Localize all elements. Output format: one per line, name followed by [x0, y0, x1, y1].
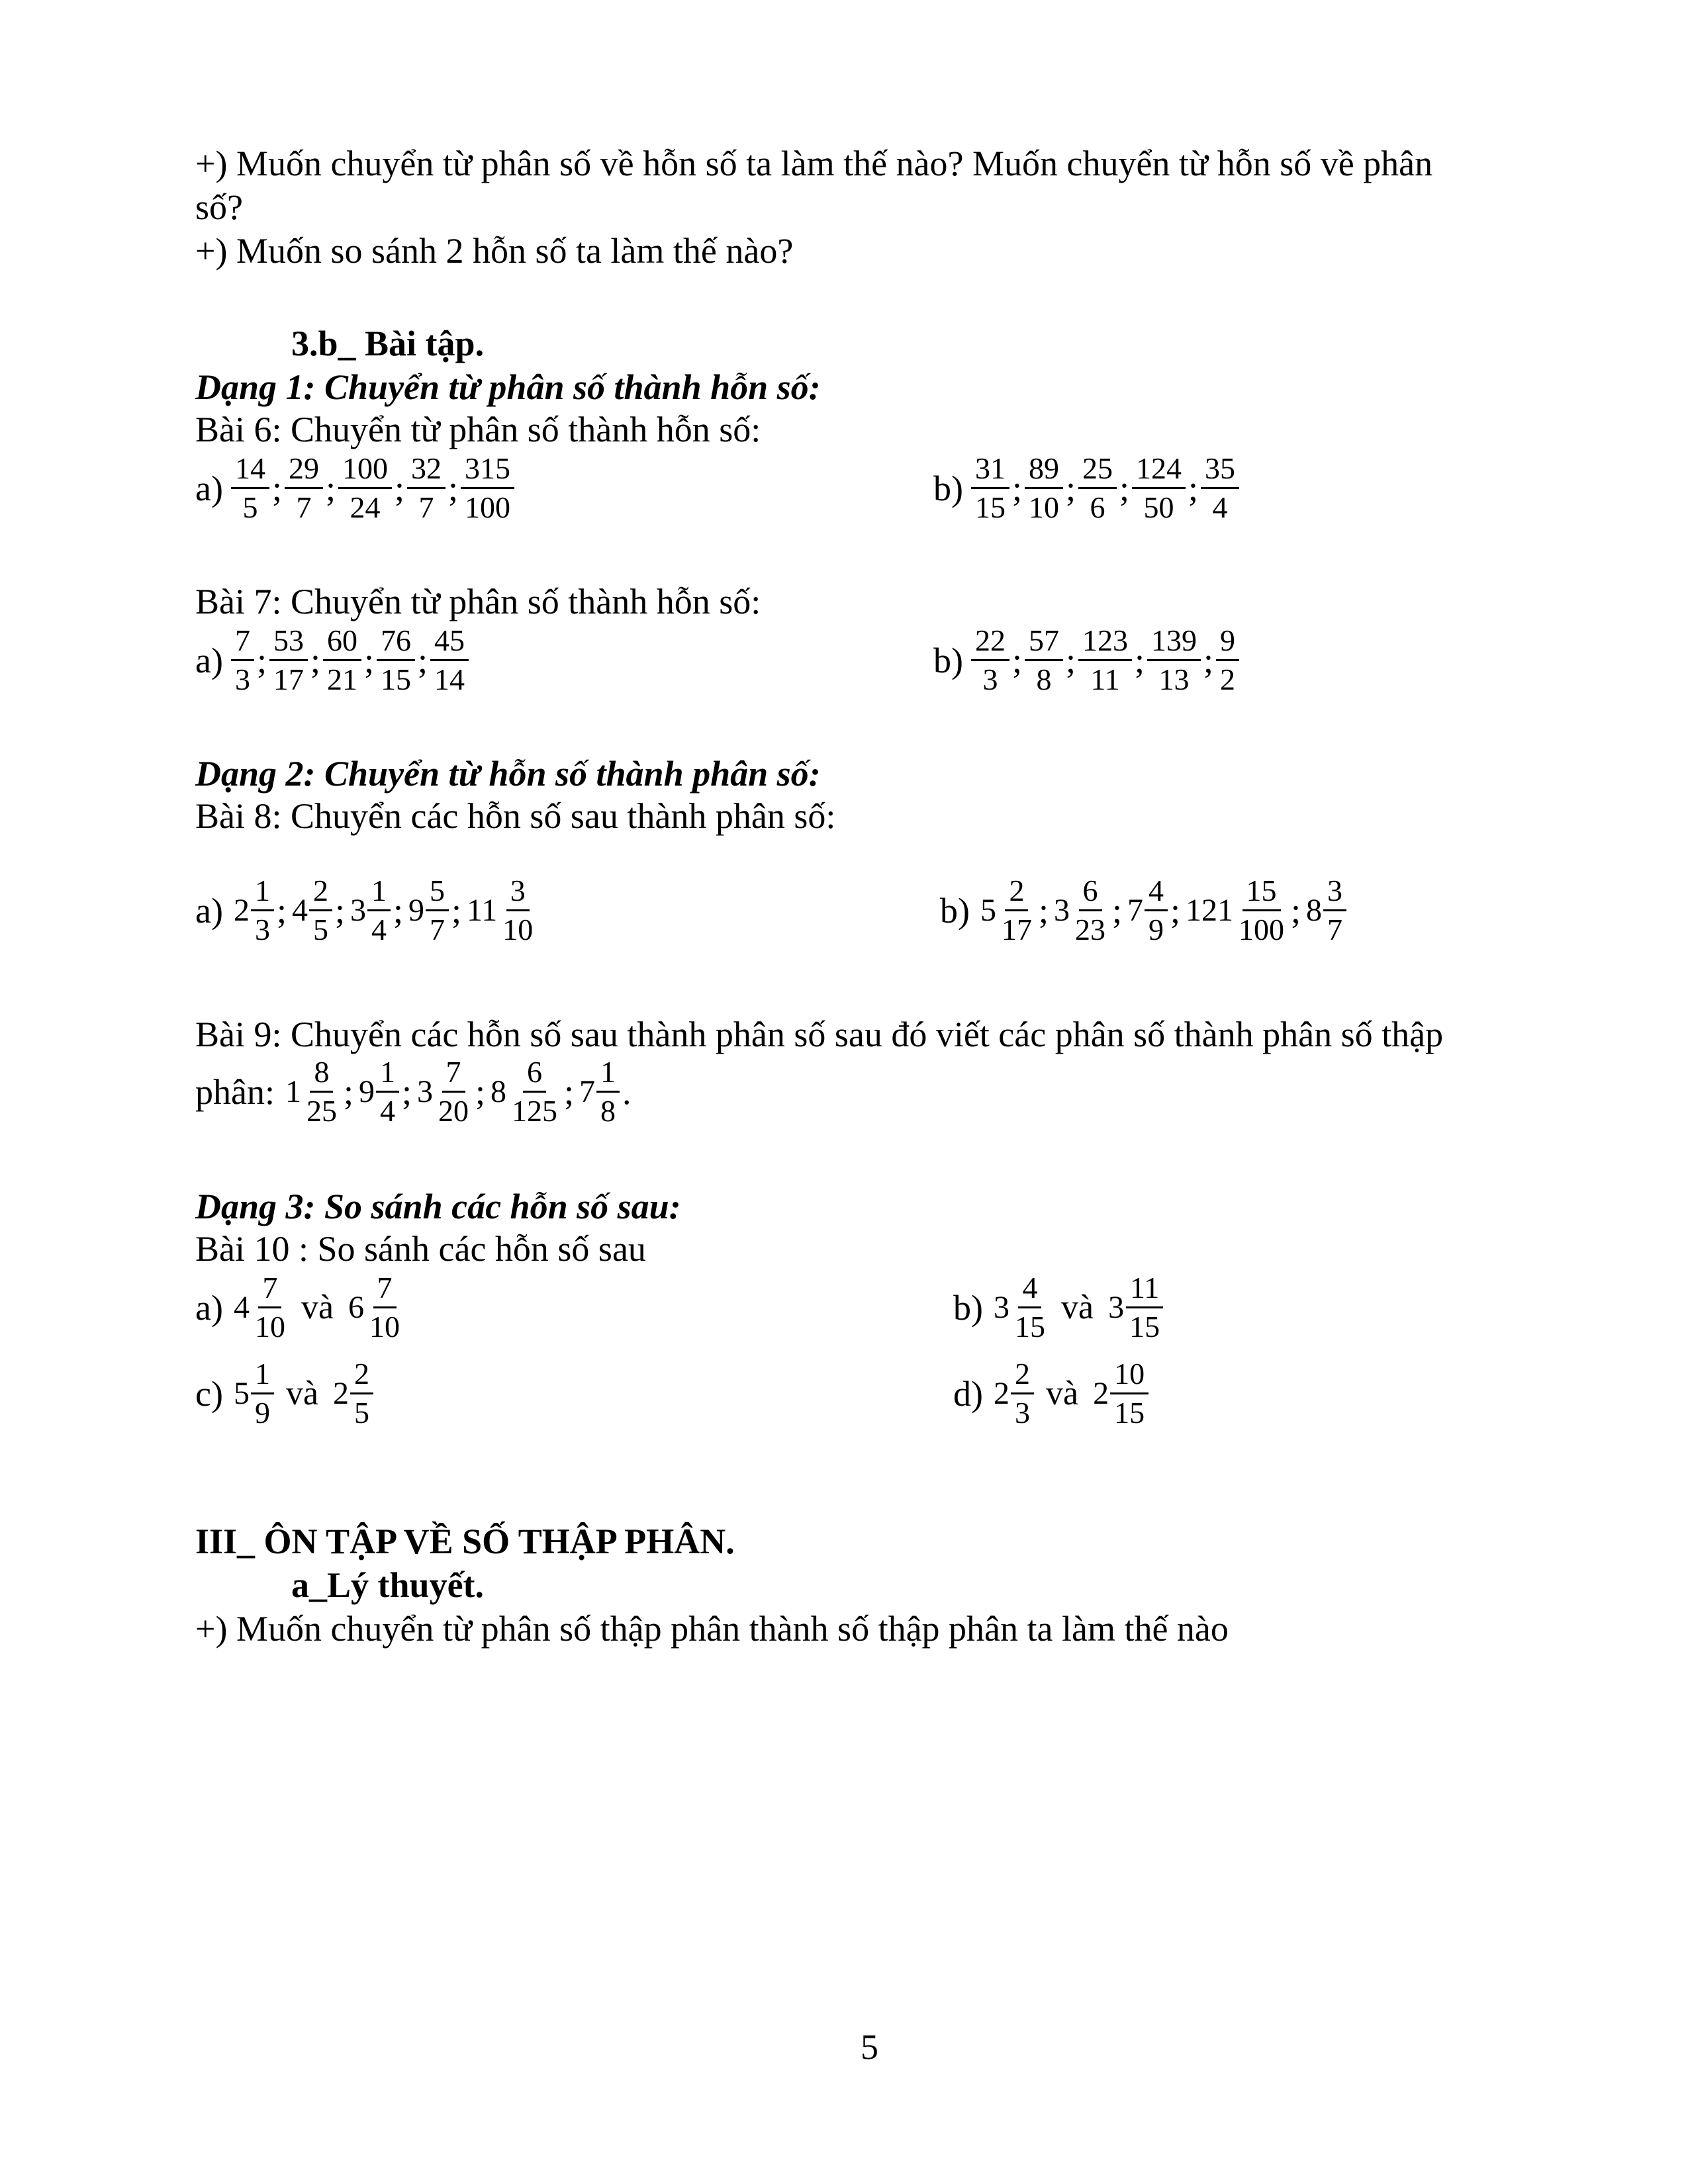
denominator: 10 — [369, 1310, 400, 1343]
denominator: 9 — [254, 1396, 270, 1430]
pair-label: b) — [953, 1287, 983, 1328]
denominator: 50 — [1143, 490, 1174, 524]
whole-part: 5 — [980, 893, 996, 928]
fraction — [1025, 450, 1063, 526]
numerator: 124 — [1132, 450, 1186, 489]
separator: ; — [256, 640, 267, 680]
denominator: 5 — [312, 913, 328, 946]
fraction — [1125, 1269, 1164, 1345]
numerator: 6 — [523, 1054, 546, 1093]
numerator: 89 — [1025, 450, 1063, 489]
whole-part: 1 — [285, 1074, 301, 1109]
bai7-b — [933, 622, 1241, 698]
whole-part: 11 — [467, 893, 498, 928]
mixed-number — [976, 872, 1037, 948]
numerator: 7 — [231, 622, 254, 661]
numerator: 3 — [1323, 872, 1346, 911]
separator: ; — [1119, 468, 1130, 508]
denominator: 7 — [296, 490, 312, 524]
fraction — [365, 1269, 404, 1345]
denominator: 125 — [512, 1094, 558, 1128]
page-number: 5 — [861, 2027, 878, 2067]
mixed-number — [346, 872, 392, 948]
numerator: 15 — [1243, 872, 1281, 911]
denominator: 3 — [234, 662, 250, 696]
denominator: 3 — [982, 662, 998, 696]
separator: ; — [310, 640, 320, 680]
numerator: 139 — [1147, 622, 1201, 661]
mixed-number — [1089, 1355, 1150, 1432]
separator: ; — [1188, 468, 1199, 508]
numerator: 4 — [1018, 1269, 1041, 1308]
numerator: 57 — [1025, 622, 1063, 661]
numerator: 5 — [426, 872, 449, 911]
denominator: 15 — [1129, 1310, 1160, 1343]
denominator: 10 — [254, 1310, 285, 1343]
mixed-number — [230, 1269, 291, 1345]
bai10-prompt: Bài 10 : So sánh các hỗn số sau — [195, 1229, 646, 1269]
mixed-number — [1123, 872, 1169, 948]
fraction — [377, 622, 415, 698]
bai6-a-label: a) — [195, 468, 223, 508]
fraction — [1011, 1355, 1034, 1432]
bai8-b — [940, 872, 1348, 948]
numerator: 1 — [367, 872, 391, 911]
bai8-prompt: Bài 8: Chuyển các hỗn số sau thành phân số: — [195, 796, 836, 836]
fraction — [338, 450, 392, 526]
numerator: 29 — [285, 450, 323, 489]
bai8-a — [195, 872, 538, 948]
denominator: 15 — [974, 490, 1006, 524]
numerator: 8 — [310, 1054, 333, 1093]
separator: ; — [1291, 890, 1301, 931]
fraction — [1110, 1355, 1149, 1432]
whole-part: 4 — [291, 893, 308, 928]
fraction — [251, 1355, 274, 1432]
fraction — [350, 1355, 373, 1432]
numerator: 2 — [1011, 1355, 1034, 1394]
denominator: 21 — [326, 662, 357, 696]
denominator: 3 — [254, 913, 270, 946]
denominator: 15 — [1114, 1396, 1145, 1430]
bai9-mixed-numbers — [281, 1054, 621, 1130]
denominator: 9 — [1149, 913, 1164, 946]
numerator: 315 — [461, 450, 514, 489]
bai6-a — [195, 450, 516, 526]
mixed-number — [413, 1054, 474, 1130]
whole-part: 3 — [1108, 1290, 1125, 1325]
fraction — [1145, 872, 1168, 948]
fraction — [1025, 622, 1063, 698]
fraction — [498, 872, 537, 948]
denominator: 3 — [1014, 1396, 1030, 1430]
numerator: 76 — [377, 622, 415, 661]
whole-part: 7 — [579, 1074, 596, 1109]
bai7-a-fractions — [230, 622, 470, 698]
numerator: 2 — [1005, 872, 1028, 911]
mixed-number — [990, 1355, 1035, 1432]
separator: ; — [363, 640, 374, 680]
separator: ; — [1170, 890, 1181, 931]
mixed-number — [355, 1054, 400, 1130]
numerator: 7 — [258, 1269, 281, 1308]
whole-part: 2 — [1093, 1376, 1109, 1411]
fraction — [376, 1054, 399, 1130]
mixed-number — [329, 1355, 375, 1432]
conjunction: và — [285, 1375, 319, 1412]
numerator: 1 — [251, 1355, 274, 1394]
bai7-a — [195, 622, 470, 698]
mixed-number — [487, 1054, 563, 1130]
separator: ; — [325, 468, 336, 508]
separator: ; — [475, 1071, 486, 1112]
pair-label: a) — [195, 1287, 223, 1328]
denominator: 7 — [430, 913, 445, 946]
whole-part: 3 — [1054, 893, 1070, 928]
whole-part: 2 — [233, 893, 250, 928]
denominator: 100 — [465, 490, 511, 524]
fraction — [1132, 450, 1186, 526]
dang3-title: Dạng 3: So sánh các hỗn số sau: — [195, 1187, 681, 1226]
denominator: 100 — [1239, 913, 1285, 946]
whole-part: 2 — [333, 1376, 350, 1411]
whole-part: 3 — [350, 893, 366, 928]
denominator: 15 — [1014, 1310, 1045, 1343]
bai6-b — [933, 450, 1241, 526]
numerator: 11 — [1126, 1269, 1163, 1308]
section-3b-heading: 3.b_ Bài tập. — [291, 324, 485, 363]
separator: ; — [1066, 468, 1076, 508]
numerator: 7 — [442, 1054, 465, 1093]
whole-part: 5 — [233, 1376, 250, 1411]
fraction — [1235, 872, 1288, 948]
numerator: 2 — [350, 1355, 373, 1394]
separator: ; — [451, 890, 462, 931]
section-iii-question: +) Muốn chuyển từ phân số thập phân thành số thập phân ta làm thế nào — [195, 1609, 1229, 1649]
numerator: 53 — [269, 622, 308, 661]
mixed-number — [288, 872, 334, 948]
fraction — [434, 1054, 473, 1130]
numerator: 123 — [1078, 622, 1132, 661]
mixed-number — [230, 1355, 275, 1432]
denominator: 25 — [306, 1094, 337, 1128]
separator: ; — [448, 468, 459, 508]
fraction — [309, 872, 332, 948]
whole-part: 121 — [1186, 893, 1234, 928]
fraction — [367, 872, 391, 948]
fraction — [1071, 872, 1109, 948]
separator: ; — [394, 468, 404, 508]
whole-part: 3 — [993, 1290, 1009, 1325]
separator: ; — [1112, 890, 1123, 931]
denominator: 4 — [371, 913, 387, 946]
bai10-pair — [195, 1355, 375, 1432]
numerator: 22 — [971, 622, 1009, 661]
bai6-b-fractions — [970, 450, 1241, 526]
fraction — [251, 872, 274, 948]
separator: ; — [1203, 640, 1214, 680]
numerator: 2 — [309, 872, 332, 911]
separator: ; — [1135, 640, 1145, 680]
separator: ; — [402, 1071, 412, 1112]
denominator: 10 — [1029, 490, 1059, 524]
numerator: 6 — [1079, 872, 1102, 911]
mixed-number — [344, 1269, 405, 1345]
theory-question-1: +) Muốn chuyển từ phân số về hỗn số ta làm thế nào? Muốn chuyển từ hỗn số về phân — [195, 144, 1433, 183]
conjunction: và — [301, 1289, 334, 1326]
numerator: 3 — [506, 872, 530, 911]
whole-part: 2 — [993, 1376, 1009, 1411]
numerator: 14 — [231, 450, 269, 489]
numerator: 1 — [376, 1054, 399, 1093]
bai6-a-fractions — [230, 450, 516, 526]
theory-question-2: +) Muốn so sánh 2 hỗn số ta làm thế nào? — [195, 231, 794, 271]
denominator: 20 — [438, 1094, 469, 1128]
numerator: 7 — [373, 1269, 397, 1308]
bai8-a-label: a) — [195, 890, 223, 931]
bai7-b-fractions — [970, 622, 1241, 698]
conjunction: và — [1045, 1375, 1079, 1412]
numerator: 9 — [1216, 622, 1239, 661]
fraction — [508, 1054, 561, 1130]
denominator: 13 — [1158, 662, 1190, 696]
fraction — [231, 450, 269, 526]
numerator: 35 — [1201, 450, 1239, 489]
fraction — [1078, 450, 1117, 526]
bai9-prompt: Bài 9: Chuyển các hỗn số sau thành phân số sau đó viết các phân số thành phân số thập — [195, 1015, 1444, 1054]
fraction — [269, 622, 308, 698]
whole-part: 6 — [348, 1290, 365, 1325]
bai8-a-mixed-numbers — [230, 872, 538, 948]
fraction — [998, 872, 1036, 948]
numerator: 1 — [251, 872, 274, 911]
numerator: 32 — [407, 450, 445, 489]
denominator: 11 — [1090, 662, 1120, 696]
separator: ; — [343, 1071, 353, 1112]
denominator: 15 — [381, 662, 411, 696]
separator: ; — [418, 640, 428, 680]
numerator: 10 — [1110, 1355, 1149, 1394]
bai7-a-label: a) — [195, 640, 223, 680]
fraction — [461, 450, 514, 526]
separator: ; — [393, 890, 403, 931]
denominator: 5 — [242, 490, 258, 524]
mixed-number — [463, 872, 538, 948]
numerator: 4 — [1145, 872, 1168, 911]
denominator: 6 — [1090, 490, 1105, 524]
bai10-pair — [953, 1355, 1150, 1432]
fraction — [285, 450, 323, 526]
separator: ; — [276, 890, 287, 931]
bai7-prompt: Bài 7: Chuyển từ phân số thành hỗn số: — [195, 582, 761, 621]
separator: ; — [1011, 468, 1022, 508]
whole-part: 8 — [1306, 893, 1323, 928]
separator: ; — [1011, 640, 1022, 680]
fraction — [1011, 1269, 1049, 1345]
mixed-number — [230, 872, 275, 948]
separator: ; — [271, 468, 282, 508]
section-iii-heading: III_ ÔN TẬP VỀ SỐ THẬP PHÂN. — [195, 1522, 735, 1561]
whole-part: 8 — [491, 1074, 507, 1109]
fraction — [971, 622, 1009, 698]
separator: ; — [334, 890, 345, 931]
fraction — [1201, 450, 1239, 526]
numerator: 60 — [323, 622, 361, 661]
mixed-number — [1302, 872, 1348, 948]
bai10-pair — [953, 1269, 1165, 1345]
fraction — [1078, 622, 1132, 698]
bai6-b-label: b) — [933, 468, 963, 508]
fraction — [303, 1054, 341, 1130]
whole-part: 3 — [417, 1074, 434, 1109]
bai9-items — [195, 1054, 633, 1130]
whole-part: 9 — [359, 1074, 375, 1109]
numerator: 45 — [430, 622, 469, 661]
denominator: 14 — [434, 662, 465, 696]
denominator: 4 — [1212, 490, 1228, 524]
section-iii-subheading: a_Lý thuyết. — [291, 1565, 485, 1605]
denominator: 8 — [1036, 662, 1052, 696]
whole-part: 7 — [1127, 893, 1144, 928]
pair-label: c) — [195, 1373, 223, 1414]
mixed-number — [1104, 1269, 1165, 1345]
denominator: 7 — [418, 490, 434, 524]
bai10-pair — [195, 1269, 405, 1345]
bai6-prompt: Bài 6: Chuyển từ phân số thành hỗn số: — [195, 410, 761, 449]
denominator: 10 — [502, 913, 534, 946]
dang1-title: Dạng 1: Chuyển từ phân số thành hỗn số: — [195, 367, 821, 407]
fraction — [1147, 622, 1201, 698]
dang2-title: Dạng 2: Chuyển từ hỗn số thành phân số: — [195, 754, 821, 794]
separator: ; — [1066, 640, 1076, 680]
fraction — [1323, 872, 1346, 948]
denominator: 8 — [600, 1094, 616, 1128]
separator: ; — [1038, 890, 1049, 931]
denominator: 2 — [1220, 662, 1236, 696]
denominator: 17 — [273, 662, 304, 696]
bai9-prefix: phân: — [195, 1071, 275, 1112]
mixed-number — [1182, 872, 1289, 948]
numerator: 1 — [596, 1054, 620, 1093]
denominator: 4 — [380, 1094, 395, 1128]
fraction — [971, 450, 1009, 526]
theory-question-1-cont: số? — [195, 187, 243, 227]
denominator: 7 — [1327, 913, 1343, 946]
denominator: 23 — [1075, 913, 1105, 946]
mixed-number — [990, 1269, 1051, 1345]
fraction — [323, 622, 361, 698]
mixed-number — [404, 872, 450, 948]
fraction — [430, 622, 469, 698]
fraction — [251, 1269, 289, 1345]
whole-part: 4 — [233, 1290, 250, 1325]
fraction — [231, 622, 254, 698]
whole-part: 9 — [408, 893, 424, 928]
bai9-end: . — [622, 1071, 632, 1112]
numerator: 25 — [1078, 450, 1117, 489]
mixed-number — [1050, 872, 1111, 948]
bai8-b-label: b) — [940, 890, 970, 931]
numerator: 31 — [971, 450, 1009, 489]
numerator: 100 — [338, 450, 392, 489]
bai7-b-label: b) — [933, 640, 963, 680]
separator: ; — [564, 1071, 575, 1112]
fraction — [407, 450, 445, 526]
denominator: 17 — [1001, 913, 1032, 946]
denominator: 24 — [350, 490, 381, 524]
mixed-number — [575, 1054, 621, 1130]
denominator: 5 — [354, 1396, 370, 1430]
pair-label: d) — [953, 1373, 983, 1414]
conjunction: và — [1060, 1289, 1094, 1326]
fraction — [596, 1054, 620, 1130]
fraction — [1216, 622, 1239, 698]
mixed-number — [281, 1054, 342, 1130]
fraction — [426, 872, 449, 948]
bai8-b-mixed-numbers — [976, 872, 1348, 948]
